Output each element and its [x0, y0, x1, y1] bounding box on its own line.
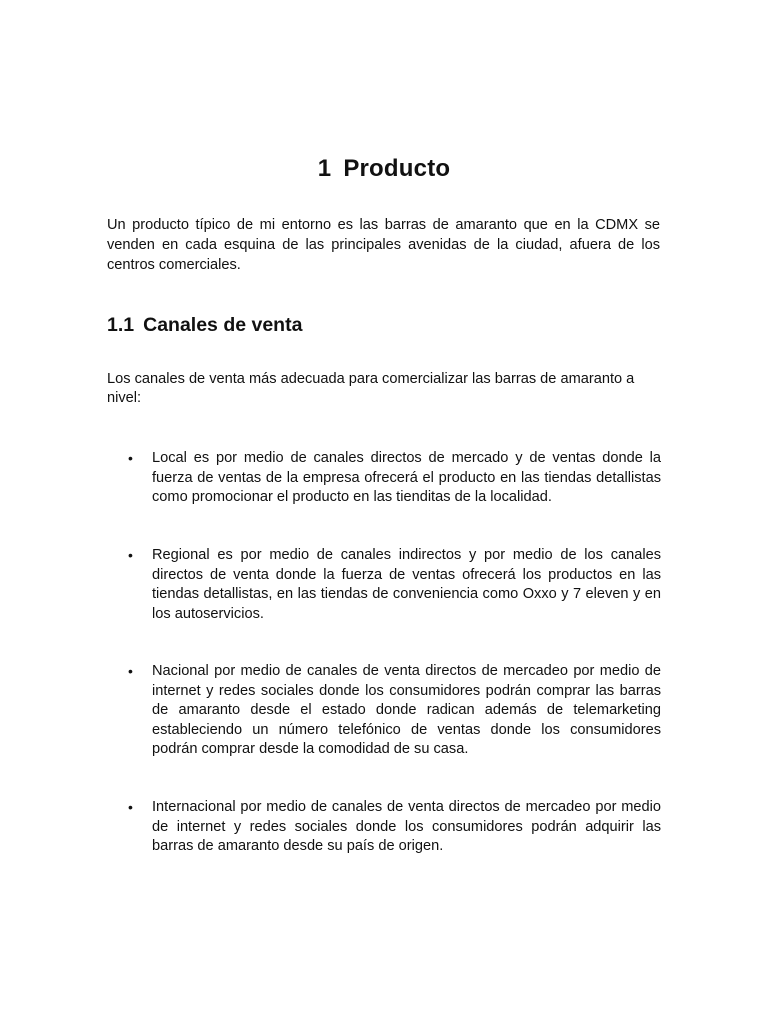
- list-item-text: Internacional por medio de canales de venta directos de mercadeo por medio de internet y redes sociales donde los consumidores podrán adquirir las barras de amaranto desde su país de origen.: [152, 799, 661, 855]
- list-item: [128, 546, 661, 624]
- list-item: [128, 798, 661, 857]
- bullet-icon: •: [128, 799, 133, 815]
- bullet-icon: •: [128, 663, 133, 679]
- section-lead-paragraph: Los canales de venta más adecuada para comercializar las barras de amaranto a nivel:: [107, 371, 635, 406]
- page-title: [0, 155, 768, 183]
- bullet-icon: •: [128, 450, 133, 466]
- title-number: 1: [317, 155, 332, 182]
- intro-paragraph: Un producto típico de mi entorno es las barras de amaranto que en la CDMX se venden en cada esquina de las principales avenidas de la ciudad, afuera de los centros comerciales.: [107, 217, 660, 273]
- section-number: 1.1: [107, 314, 135, 336]
- section-heading-text: Canales de venta: [143, 314, 303, 336]
- list-item: [128, 662, 661, 760]
- list-item: [128, 449, 661, 508]
- title-text: Producto: [343, 155, 451, 182]
- section-heading: [107, 314, 302, 337]
- list-item-text: Local es por medio de canales directos de mercado y de ventas donde la fuerza de ventas de la empresa ofrecerá el producto en las tiendas detallistas como promocionar el producto en las tienditas de la localidad.: [152, 450, 661, 506]
- list-item-text: Nacional por medio de canales de venta directos de mercadeo por medio de internet y redes sociales donde los consumidores podrán comprar las barras de amaranto desde el estado donde radican además de telemarketing estableciendo un número telefónico de ventas donde los consumidores podrán comprar desde la comodidad de su casa.: [152, 663, 661, 758]
- list-item-text: Regional es por medio de canales indirectos y por medio de los canales directos de venta donde la fuerza de ventas ofrecerá los productos en las tiendas detallistas, en las tiendas de conveniencia como Oxxo y 7 eleven y en los autoservicios.: [152, 547, 661, 622]
- bullet-icon: •: [128, 547, 133, 563]
